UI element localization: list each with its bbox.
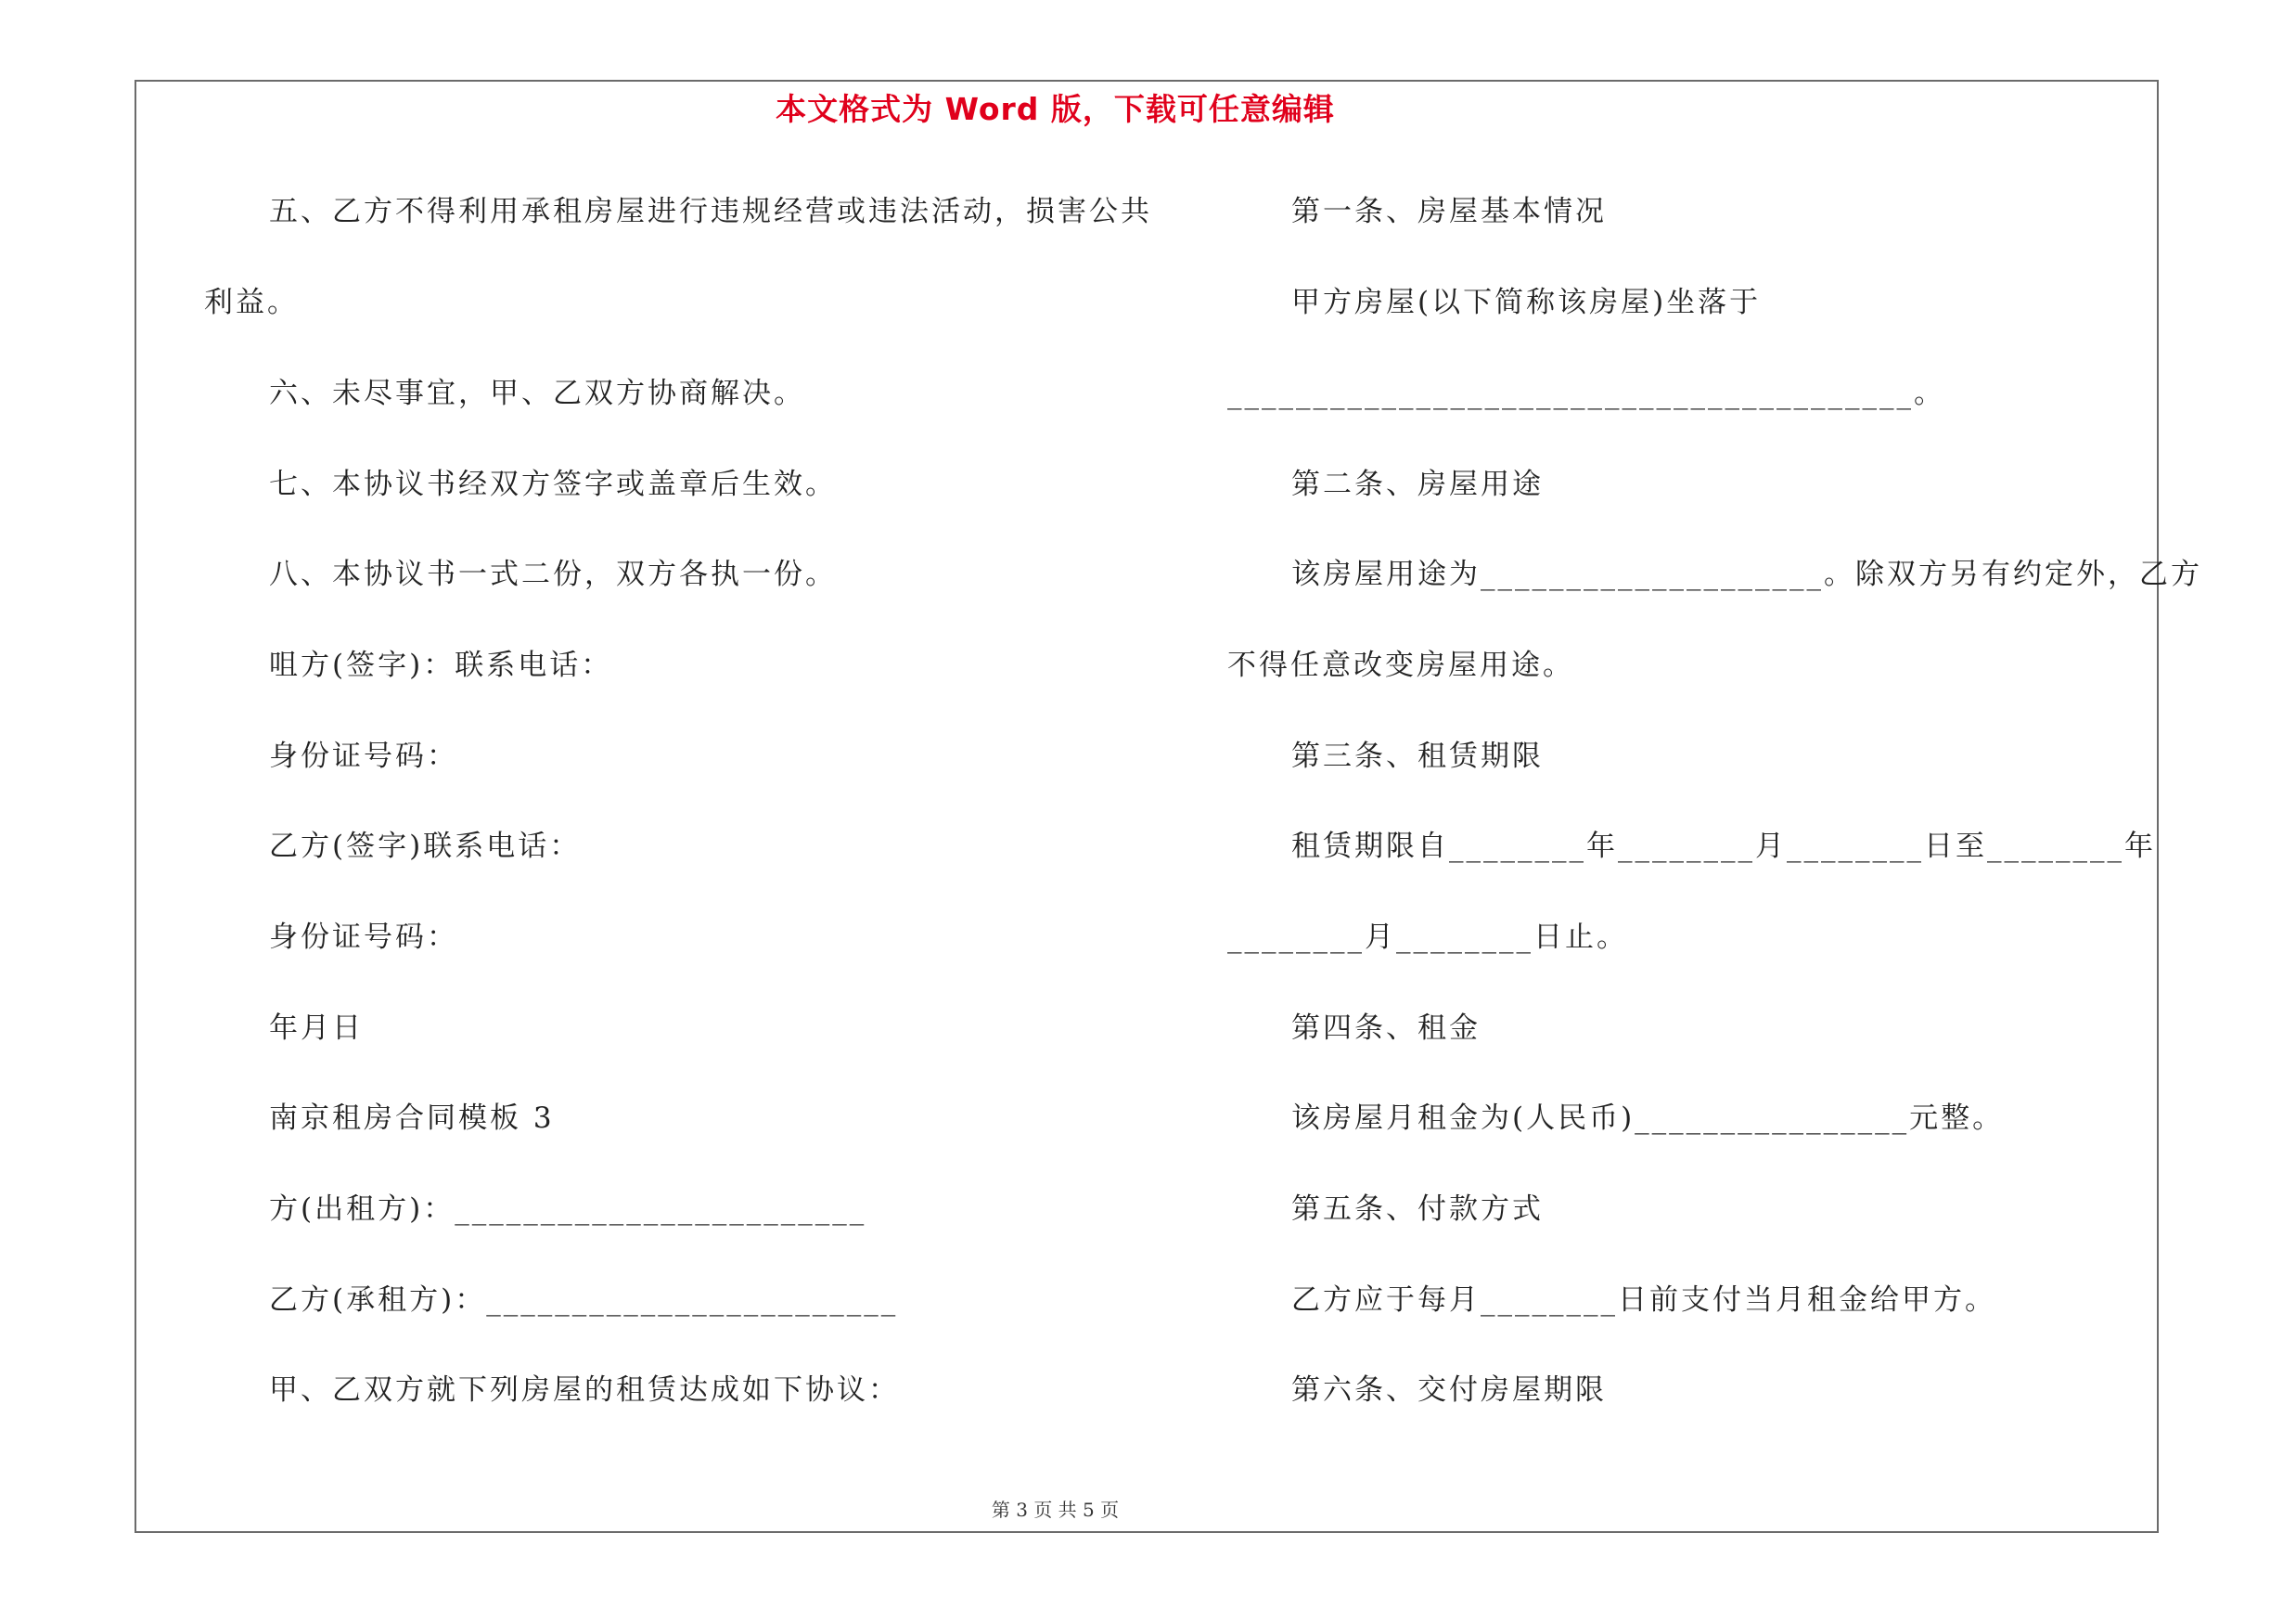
paragraph-line: 第三条、租赁期限 xyxy=(1291,740,1544,773)
paragraph-line: 第四条、租金 xyxy=(1291,1011,1481,1045)
paragraph-line: 乙方(承租方)：________________________ xyxy=(269,1283,899,1317)
paragraph-line: 甲、乙双方就下列房屋的租赁达成如下协议： xyxy=(269,1373,900,1407)
paragraph-line: 八、本协议书一式二份，双方各执一份。 xyxy=(269,558,837,591)
paragraph-line: 乙方(签字)联系电话： xyxy=(269,830,582,863)
paragraph-line: 南京租房合同模板 3 xyxy=(269,1101,555,1135)
paragraph-line: 年月日 xyxy=(269,1011,364,1045)
paragraph-line: 租赁期限自________年________月________日至________年 xyxy=(1291,830,2156,863)
paragraph-line: 五、乙方不得利用承租房屋进行违规经营或违法活动，损害公共 xyxy=(269,195,1152,228)
paragraph-line: ________________________________________。 xyxy=(1227,377,1945,410)
paragraph-line: 七、本协议书经双方签字或盖章后生效。 xyxy=(269,468,837,501)
page-number-footer: 第 3 页 共 5 页 xyxy=(991,1499,1120,1521)
paragraph-line: 不得任意改变房屋用途。 xyxy=(1227,649,1574,682)
paragraph-line: 咀方(签字)：联系电话： xyxy=(269,649,613,682)
paragraph-line: 六、未尽事宜，甲、乙双方协商解决。 xyxy=(269,377,805,410)
paragraph-line: 利益。 xyxy=(204,286,299,319)
paragraph-line: 甲方房屋(以下简称该房屋)坐落于 xyxy=(1291,286,1762,319)
paragraph-line: 该房屋月租金为(人民币)________________元整。 xyxy=(1291,1101,2005,1135)
paragraph-line: 乙方应于每月________日前支付当月租金给甲方。 xyxy=(1291,1283,1996,1317)
paragraph-line: ________月________日止。 xyxy=(1227,921,1628,954)
paragraph-line: 方(出租方)：________________________ xyxy=(269,1192,867,1226)
paragraph-line: 第六条、交付房屋期限 xyxy=(1291,1373,1607,1407)
paragraph-line: 第五条、付款方式 xyxy=(1291,1192,1544,1226)
paragraph-line: 身份证号码： xyxy=(269,921,458,954)
paragraph-line: 第一条、房屋基本情况 xyxy=(1291,195,1607,228)
paragraph-line: 第二条、房屋用途 xyxy=(1291,468,1544,501)
paragraph-line: 身份证号码： xyxy=(269,740,458,773)
header-banner: 本文格式为 Word 版，下载可任意编辑 xyxy=(776,91,1335,127)
paragraph-line: 该房屋用途为____________________。除双方另有约定外，乙方 xyxy=(1291,558,2202,591)
